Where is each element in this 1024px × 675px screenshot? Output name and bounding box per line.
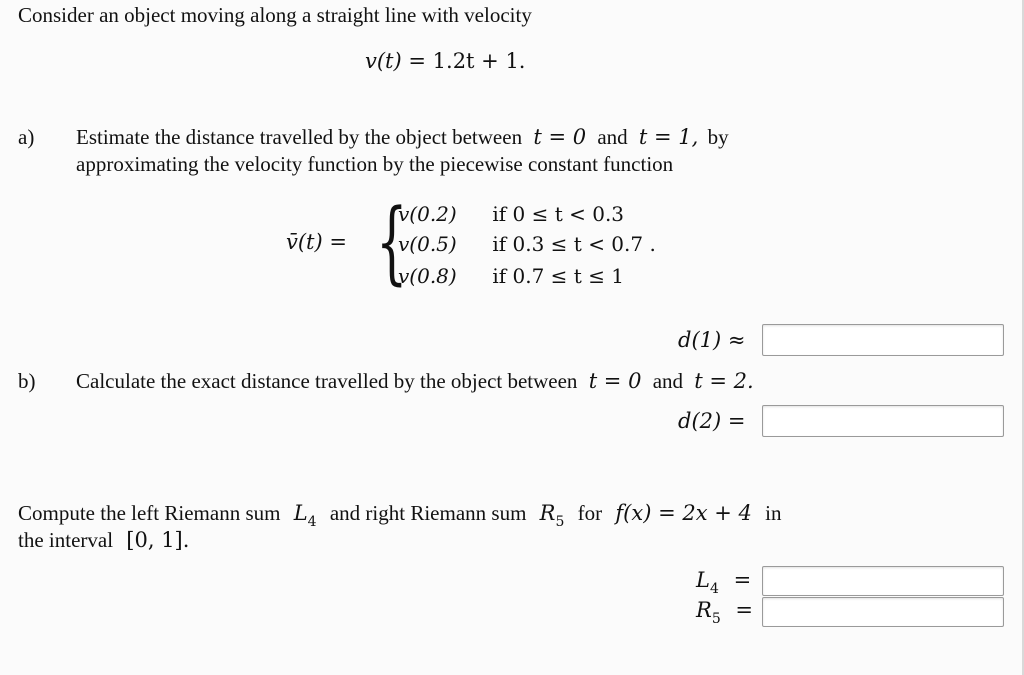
riemann-R <box>539 501 565 530</box>
part-a-t1: t = 1, <box>638 125 699 149</box>
riemann-text-1: Compute the left Riemann sum <box>18 501 281 525</box>
L4-answer-input[interactable] <box>762 566 1004 596</box>
riemann-text-2: and right Riemann sum <box>329 501 527 525</box>
riemann-R-letter: R <box>539 501 556 525</box>
case-1-condition: if 0 ≤ t < 0.3 <box>492 202 625 226</box>
L4-label <box>696 568 752 597</box>
case-3-condition: if 0.7 ≤ t ≤ 1 <box>492 264 625 288</box>
riemann-R-sub: 5 <box>555 514 565 530</box>
riemann-L <box>293 501 317 530</box>
part-a-line1 <box>76 124 729 150</box>
riemann-for: for <box>577 501 603 525</box>
case-2-condition: if 0.3 ≤ t < 0.7 . <box>492 232 656 256</box>
part-a-t0: t = 0 <box>533 125 587 149</box>
vbar-lhs: v̄(t) = <box>286 230 347 254</box>
riemann-in: in <box>765 501 782 525</box>
part-b-line <box>76 368 754 394</box>
R5-equals: = <box>735 598 754 622</box>
part-b-t0: t = 0 <box>588 369 642 393</box>
d1-answer-input[interactable] <box>762 324 1004 356</box>
d2-label: d(2) = <box>678 409 746 433</box>
R5-answer-input[interactable] <box>762 597 1004 627</box>
cases-brace: { <box>376 190 408 295</box>
intro-text: Consider an object moving along a straight line with velocity <box>18 3 532 27</box>
riemann-interval: [0, 1]. <box>126 528 190 552</box>
riemann-line2 <box>18 527 189 553</box>
part-b-text: Calculate the exact distance travelled by the object between <box>76 369 578 393</box>
R5-sub: 5 <box>711 611 721 627</box>
d1-label: d(1) ≈ <box>678 328 746 352</box>
case-1-value: v(0.2) <box>398 202 457 226</box>
case-3-value: v(0.8) <box>398 264 457 288</box>
part-b-and: and <box>652 369 684 393</box>
case-row-2 <box>398 232 656 256</box>
riemann-function: f(x) = 2x + 4 <box>615 501 752 525</box>
riemann-L-sub: 4 <box>307 514 317 530</box>
riemann-interval-text: the interval <box>18 528 114 552</box>
part-a-line1-text: Estimate the distance travelled by the object between <box>76 125 523 149</box>
case-row-1 <box>398 202 624 226</box>
part-b-label: b) <box>18 369 36 393</box>
R5-label <box>696 598 754 627</box>
part-a-line2: approximating the velocity function by the piecewise constant function <box>76 152 674 176</box>
part-a-by: by <box>707 125 729 149</box>
velocity-rhs: = 1.2t + 1. <box>408 49 526 73</box>
riemann-L-letter: L <box>293 501 308 525</box>
velocity-lhs: v(t) <box>365 49 402 73</box>
L4-sub: 4 <box>709 581 719 597</box>
part-a-label: a) <box>18 125 35 149</box>
R5-letter: R <box>696 598 712 622</box>
part-a-and: and <box>597 125 628 149</box>
L4-equals: = <box>733 568 752 592</box>
d2-answer-input[interactable] <box>762 405 1004 437</box>
velocity-equation <box>365 49 525 73</box>
case-row-3 <box>398 264 624 288</box>
part-b-t1: t = 2. <box>694 369 754 393</box>
case-2-value: v(0.5) <box>398 232 457 256</box>
L4-letter: L <box>696 568 710 592</box>
riemann-line1 <box>18 500 781 529</box>
